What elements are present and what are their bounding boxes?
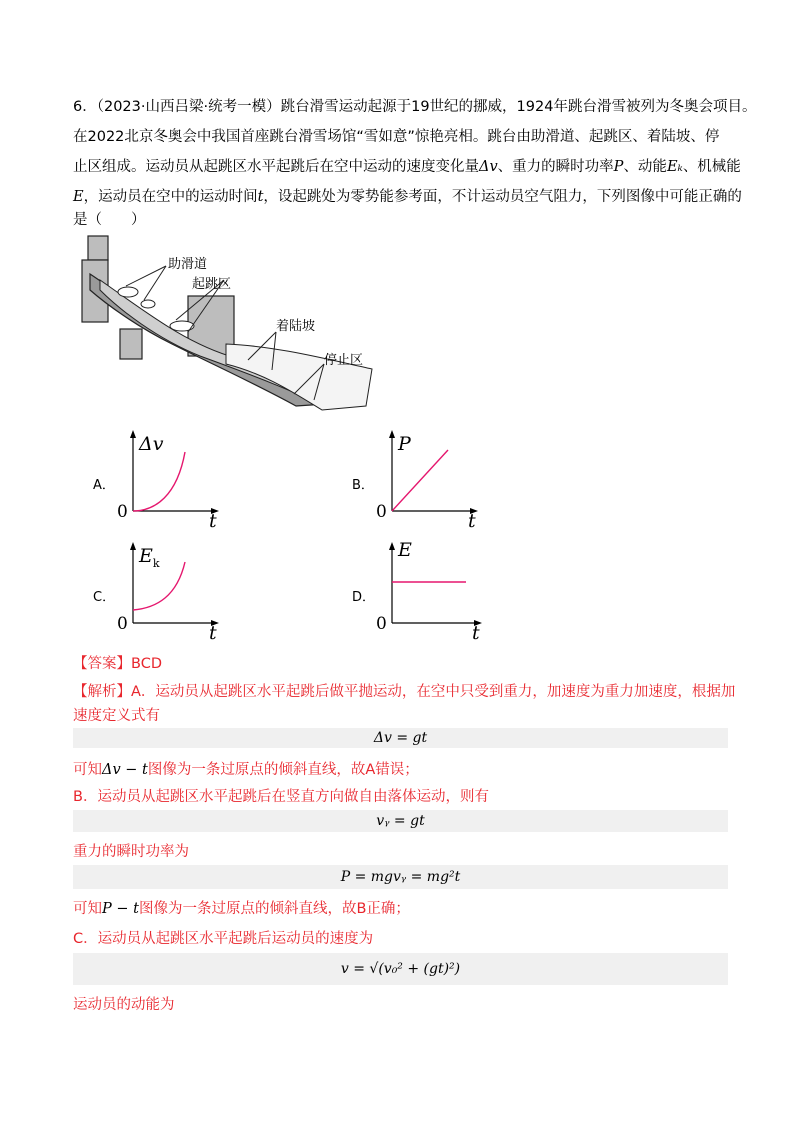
question-text-5: 是（ ）: [73, 212, 146, 228]
option-a-ylabel: Δv: [139, 433, 164, 455]
equation-1: Δv = gt: [73, 728, 728, 748]
analysis-b-line-2: [73, 842, 189, 862]
option-c-ylabel-sub: k: [152, 557, 160, 570]
question-line-3: [73, 157, 741, 177]
analysis-a-conclusion: [73, 760, 419, 780]
question-number: 6．: [73, 99, 97, 115]
c-text-2: 运动员的动能为: [73, 997, 175, 1013]
option-a-origin: 0: [117, 502, 128, 522]
option-b-letter[interactable]: B．: [352, 478, 374, 493]
question-text-3d: 、机械能: [682, 159, 741, 175]
question-text-4b: ，设起跳处为零势能参考面，不计运动员空气阻力，下列图像中可能正确的: [263, 189, 742, 205]
analysis-line-2: [73, 706, 160, 726]
equation-3: P = mgvᵧ = mg²t: [73, 865, 728, 889]
option-a-curve: [133, 452, 185, 511]
option-c-y-arrow: [130, 542, 136, 550]
symbol-dv: Δv: [479, 159, 498, 175]
option-b-xlabel: t: [468, 510, 476, 528]
question-line-1: [73, 97, 756, 117]
a-conc-post: 图像为一条过原点的倾斜直线，故A错误；: [147, 762, 419, 778]
a-conc-pre: 可知: [73, 762, 102, 778]
option-a-y-arrow: [130, 430, 136, 438]
answer-line: [73, 654, 162, 674]
lower-block: [120, 329, 142, 359]
question-source: （2023·山西吕梁·统考一模）: [96, 99, 281, 115]
track-hole-2: [141, 300, 155, 308]
equation-4: v = √(v₀² + (gt)²): [73, 953, 728, 985]
analysis-c-line-2: [73, 995, 175, 1015]
option-d-origin: 0: [376, 614, 387, 634]
option-b-origin: 0: [376, 502, 387, 522]
b-conc-post: 图像为一条过原点的倾斜直线，故B正确；: [138, 901, 410, 917]
option-b-y-arrow: [389, 430, 395, 438]
ski-jump-figure: [76, 234, 376, 424]
analysis-label: 【解析】: [73, 684, 131, 700]
option-b-ylabel: P: [398, 433, 411, 455]
b-conc-symbol: P − t: [102, 901, 139, 917]
option-a-letter[interactable]: A．: [93, 478, 115, 493]
option-a-xlabel: t: [209, 510, 217, 528]
option-d-graph[interactable]: [374, 540, 489, 640]
analysis-a-text-2: 速度定义式有: [73, 708, 160, 724]
option-d-y-arrow: [389, 542, 395, 550]
option-d-ylabel: E: [398, 540, 412, 561]
option-c-letter[interactable]: C．: [93, 590, 116, 605]
question-line-5: [73, 210, 146, 230]
option-b-line: [392, 450, 448, 511]
tower-top: [88, 236, 108, 260]
track-hole-1: [118, 287, 138, 297]
option-d-letter[interactable]: D．: [352, 590, 376, 605]
symbol-p: P: [613, 159, 624, 175]
label-landing: 着陆坡: [276, 319, 316, 334]
symbol-ek: Eₖ: [666, 159, 683, 175]
answer-label: 【答案】: [73, 656, 131, 672]
analysis-b-line-1: [73, 787, 489, 807]
label-run-track: 助滑道: [168, 257, 208, 272]
b-text-1: B．运动员从起跳区水平起跳后在竖直方向做自由落体运动，则有: [73, 789, 489, 805]
question-text-1: 跳台滑雪运动起源于19世纪的挪威，1924年跳台滑雪被列为冬奥会项目。: [280, 99, 757, 115]
analysis-line-1: [73, 682, 735, 702]
option-a-graph[interactable]: [115, 428, 225, 528]
symbol-e: E: [73, 189, 84, 205]
option-b-graph[interactable]: [374, 428, 484, 528]
analysis-a-text-1: A．运动员从起跳区水平起跳后做平抛运动，在空中只受到重力，加速度为重力加速度，根据加: [131, 684, 736, 700]
option-c-xlabel: t: [209, 622, 217, 640]
analysis-c-line-1: [73, 929, 373, 949]
label-stop: 停止区: [324, 353, 364, 368]
option-c-graph[interactable]: [115, 540, 225, 640]
track-hole-3: [170, 321, 194, 331]
option-c-origin: 0: [117, 614, 128, 634]
question-text-3b: 、重力的瞬时功率: [497, 159, 614, 175]
label-takeoff: 起跳区: [192, 277, 232, 292]
question-text-2: 在2022北京冬奥会中我国首座跳台滑雪场馆“雪如意”惊艳亮相。跳台由助滑道、起跳区、着陆坡、停: [73, 129, 720, 145]
a-conc-symbol: Δv − t: [102, 762, 148, 778]
symbol-t: t: [257, 189, 264, 205]
answer-value: BCD: [131, 656, 162, 672]
c-text-1: C．运动员从起跳区水平起跳后运动员的速度为: [73, 931, 374, 947]
question-line-2: [73, 127, 719, 147]
question-line-4: [73, 187, 742, 207]
b-conc-pre: 可知: [73, 901, 102, 917]
question-text-3a: 止区组成。运动员从起跳区水平起跳后在空中运动的速度变化量: [73, 159, 479, 175]
question-text-3c: 、动能: [623, 159, 667, 175]
b-text-2: 重力的瞬时功率为: [73, 844, 189, 860]
question-text-4a: ，运动员在空中的运动时间: [83, 189, 258, 205]
equation-2: vᵧ = gt: [73, 810, 728, 832]
option-c-ylabel: $E_k$: [139, 545, 160, 570]
option-d-xlabel: t: [472, 622, 480, 640]
analysis-b-conclusion: [73, 899, 410, 919]
